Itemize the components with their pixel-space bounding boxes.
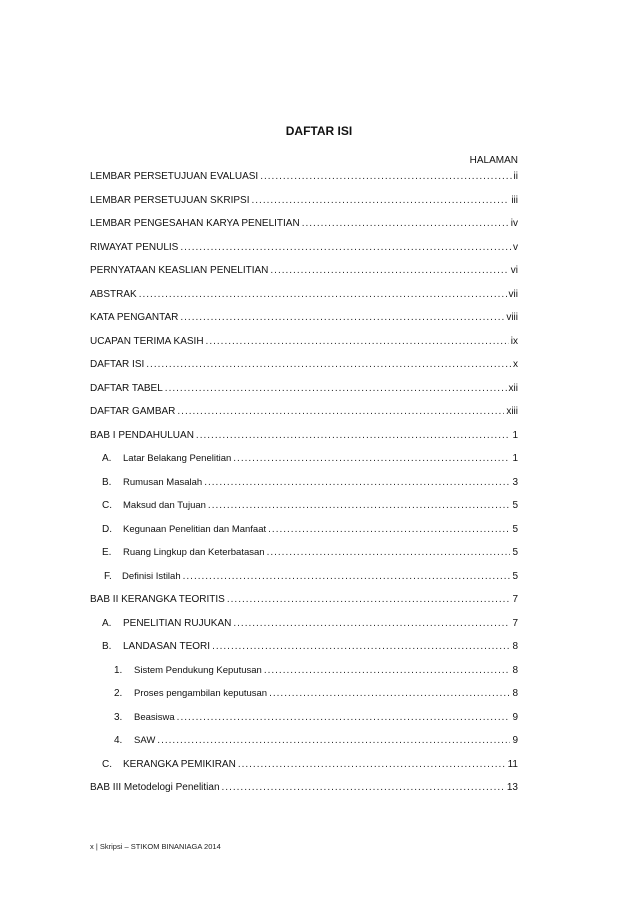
toc-page: 8 <box>512 688 518 699</box>
toc-label: RIWAYAT PENULIS <box>90 241 179 253</box>
toc-label: PERNYATAAN KEASLIAN PENELITIAN <box>90 265 269 276</box>
toc-page: 13 <box>506 782 518 793</box>
dot-leader <box>196 424 511 447</box>
dot-leader <box>227 588 511 611</box>
dot-leader <box>180 236 511 259</box>
dot-leader <box>204 471 510 494</box>
toc-label: DAFTAR ISI <box>90 359 145 370</box>
dot-leader <box>157 729 510 752</box>
toc-subsubentry[interactable] <box>90 706 518 730</box>
toc-number: B. <box>102 641 112 652</box>
toc-page: viii <box>506 312 518 323</box>
dot-leader <box>268 518 510 541</box>
toc-label: LEMBAR PERSETUJUAN EVALUASI <box>90 171 259 182</box>
toc-entry[interactable] <box>90 236 518 260</box>
toc-number: E. <box>102 547 112 558</box>
toc-subentry[interactable] <box>90 447 518 471</box>
toc-label: BAB I PENDAHULUAN <box>90 429 194 441</box>
toc-subentry[interactable] <box>90 753 518 777</box>
page-title: DAFTAR ISI <box>285 124 353 138</box>
dot-leader <box>260 165 511 188</box>
toc-page: 8 <box>512 664 518 676</box>
dot-leader <box>233 612 510 635</box>
toc-number: B. <box>102 476 112 488</box>
dot-leader <box>238 753 506 776</box>
toc-entry[interactable] <box>90 377 518 401</box>
toc-label: BAB III Metodelogi Penelitian <box>90 782 220 793</box>
dot-leader <box>177 706 511 729</box>
dot-leader <box>302 212 509 235</box>
toc-label: KERANGKA PEMIKIRAN <box>123 758 236 770</box>
toc-subentry[interactable] <box>90 518 518 542</box>
toc-entry[interactable] <box>90 212 518 236</box>
toc-subentry[interactable] <box>90 612 518 636</box>
dot-leader <box>267 541 511 564</box>
toc-label: Sistem Pendukung Keputusan <box>134 664 262 676</box>
toc-label: DAFTAR GAMBAR <box>90 406 176 417</box>
dot-leader <box>177 400 504 423</box>
toc-label: Ruang Lingkup dan Keterbatasan <box>123 547 265 558</box>
toc-label: LEMBAR PENGESAHAN KARYA PENELITIAN <box>90 218 300 229</box>
toc-page: vii <box>508 288 518 300</box>
toc-page: 7 <box>512 594 518 605</box>
dot-leader <box>251 189 509 212</box>
toc-page: 8 <box>512 641 518 652</box>
toc-label: UCAPAN TERIMA KASIH <box>90 335 204 347</box>
toc-subsubentry[interactable] <box>90 729 518 753</box>
toc-entry[interactable] <box>90 189 518 213</box>
toc-entry[interactable] <box>90 330 518 354</box>
toc-page: 9 <box>512 711 518 723</box>
toc-label: BAB II KERANGKA TEORITIS <box>90 594 225 605</box>
dot-leader <box>208 494 511 517</box>
toc-subentry[interactable] <box>90 494 518 518</box>
toc-page: ii <box>513 171 518 182</box>
toc-number: D. <box>102 523 112 535</box>
toc-page: v <box>513 241 518 253</box>
toc-number: 1. <box>114 664 123 676</box>
toc-subentry[interactable] <box>90 635 518 659</box>
toc-page: x <box>513 359 518 370</box>
toc-page: 3 <box>512 476 518 488</box>
table-of-contents <box>90 165 518 800</box>
toc-label: Definisi Istilah <box>122 570 181 582</box>
toc-page: iii <box>511 194 518 206</box>
toc-entry[interactable] <box>90 165 518 189</box>
toc-label: PENELITIAN RUJUKAN <box>123 617 232 629</box>
toc-label: LEMBAR PERSETUJUAN SKRIPSI <box>90 194 250 206</box>
toc-label: Rumusan Masalah <box>123 476 203 488</box>
toc-number: A. <box>102 453 112 464</box>
toc-page: 5 <box>512 570 518 582</box>
toc-subentry[interactable] <box>90 541 518 565</box>
toc-entry[interactable] <box>90 306 518 330</box>
toc-entry[interactable] <box>90 283 518 307</box>
toc-label: SAW <box>134 735 156 746</box>
toc-label: Beasiswa <box>134 711 175 723</box>
toc-label: Proses pengambilan keputusan <box>134 688 268 699</box>
toc-label: ABSTRAK <box>90 288 137 300</box>
toc-entry[interactable] <box>90 353 518 377</box>
toc-subentry[interactable] <box>90 565 518 589</box>
toc-entry[interactable] <box>90 776 518 800</box>
toc-page: xiii <box>506 406 518 417</box>
dot-leader <box>270 259 508 282</box>
dot-leader <box>206 330 509 353</box>
toc-number: 2. <box>114 688 123 699</box>
toc-subsubentry[interactable] <box>90 682 518 706</box>
toc-number: F. <box>104 570 112 582</box>
toc-label: LANDASAN TEORI <box>123 641 211 652</box>
dot-leader <box>212 635 510 658</box>
toc-label: KATA PENGANTAR <box>90 312 179 323</box>
toc-number: 3. <box>114 711 123 723</box>
toc-page: 9 <box>512 735 518 746</box>
toc-page: 5 <box>512 523 518 535</box>
dot-leader <box>264 659 511 682</box>
page-column-header: HALAMAN <box>469 155 518 166</box>
toc-page: 1 <box>512 453 518 464</box>
toc-subsubentry[interactable] <box>90 659 518 683</box>
dot-leader <box>233 447 510 470</box>
toc-page: 5 <box>512 547 518 558</box>
toc-page: xii <box>508 382 518 394</box>
toc-page: 11 <box>507 758 518 770</box>
toc-entry[interactable] <box>90 424 518 448</box>
toc-page: 7 <box>512 617 518 629</box>
toc-page: 1 <box>512 429 518 441</box>
toc-page: 5 <box>512 500 518 511</box>
dot-leader <box>146 353 511 376</box>
toc-page: ix <box>510 335 518 347</box>
toc-label: DAFTAR TABEL <box>90 382 163 394</box>
toc-number: C. <box>102 758 112 770</box>
toc-page: vi <box>510 265 518 276</box>
toc-entry[interactable] <box>90 400 518 424</box>
toc-entry[interactable] <box>90 259 518 283</box>
dot-leader <box>180 306 504 329</box>
toc-subentry[interactable] <box>90 471 518 495</box>
toc-page: iv <box>510 218 518 229</box>
toc-number: A. <box>102 617 112 629</box>
page-footer: x | Skripsi – STIKOM BINANIAGA 2014 <box>90 842 221 851</box>
toc-number: C. <box>102 500 112 511</box>
dot-leader <box>269 682 510 705</box>
toc-number: 4. <box>114 735 123 746</box>
dot-leader <box>165 377 507 400</box>
toc-entry[interactable] <box>90 588 518 612</box>
dot-leader <box>139 283 507 306</box>
toc-label: Latar Belakang Penelitian <box>123 453 232 464</box>
toc-label: Maksud dan Tujuan <box>123 500 206 511</box>
toc-label: Kegunaan Penelitian dan Manfaat <box>123 523 267 535</box>
dot-leader <box>222 776 505 799</box>
dot-leader <box>183 565 511 588</box>
